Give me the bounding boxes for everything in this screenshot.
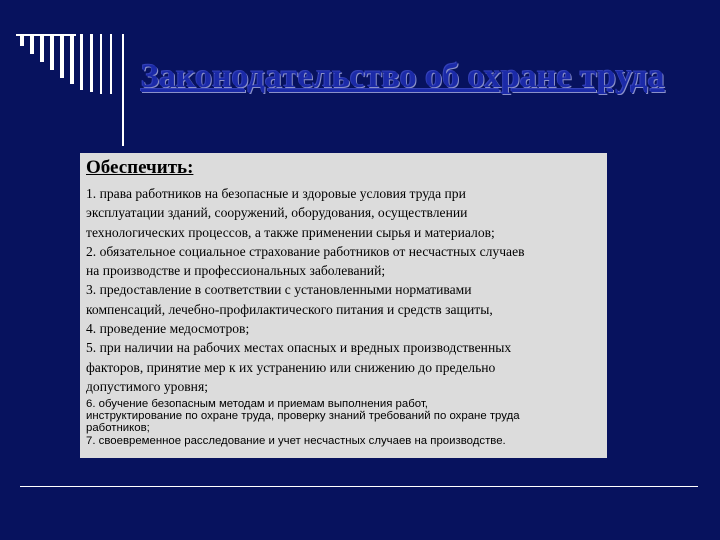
footer-divider [20, 486, 698, 487]
content-heading: Обеспечить: [86, 157, 194, 178]
stripe [30, 34, 34, 54]
slide-title: Законодательство об охране труда [141, 58, 665, 95]
stripe [50, 34, 54, 70]
stripe [70, 34, 74, 84]
stripe [90, 34, 93, 92]
stripe [40, 34, 44, 62]
stripe [80, 34, 83, 90]
obligations-list-part1: 1. права работников на безопасные и здоровые условия труда при эксплуатации зданий, сооружений, оборудования, осуществлении технологических процессов, а также применении сырья и материалов; 2. обязательное социальное страхование работников от несчастных случаев на производстве и профессиональных заболеваний; 3. предоставление в соответствии с установленными нормативами компенсаций, лечебно-профилактического питания и средств защиты, 4. проведение медосмотров; 5. при наличии на рабочих местах опасных и вредных производственных факторов, принятие мер к их устранению или снижению до предельно допустимого уровня; [86, 186, 525, 394]
stripe [110, 34, 112, 94]
stripe [60, 34, 64, 78]
decor-stripes [16, 34, 136, 94]
content-panel [80, 153, 607, 458]
decor-vertical-line [122, 34, 124, 146]
stripe [100, 34, 102, 94]
obligations-list-part2: 6. обучение безопасным методам и приемам выполнения работ, инструктирование по охране труда, проверку знаний требований по охране труда работников; 7. своевременное расследование и учет несчастных случаев на производстве. [86, 398, 520, 447]
decor-top-line [16, 34, 76, 36]
